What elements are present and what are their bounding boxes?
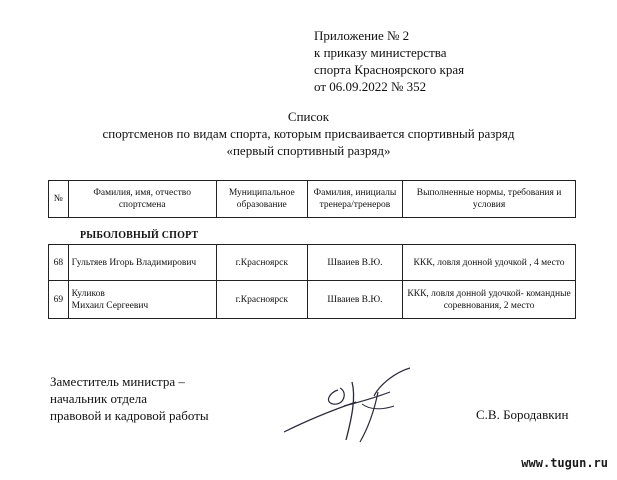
- annex-line: к приказу министерства: [314, 45, 447, 60]
- position-line: правовой и кадровой работы: [50, 408, 209, 423]
- list-title: Список: [287, 109, 330, 124]
- table-header: [48, 180, 576, 218]
- table-row: [49, 281, 576, 319]
- annex-line: от 06.09.2022 № 352: [314, 79, 427, 94]
- row-municipality: г.Красноярск: [216, 281, 307, 319]
- row-coach: Шваиев В.Ю.: [307, 245, 402, 281]
- list-title-block: [0, 108, 617, 159]
- row-num: 69: [49, 281, 69, 319]
- position-block: [50, 373, 209, 424]
- annex-line: Приложение № 2: [314, 28, 410, 43]
- table-row: [49, 245, 576, 281]
- annex-block: [314, 27, 574, 95]
- signer-name: С.В. Бородавкин: [476, 407, 569, 422]
- row-norms: ККК, ловля донной удочкой- командные соревнования, 2 место: [403, 281, 576, 319]
- row-name: Гультяев Игорь Владимирович: [68, 245, 216, 281]
- athletes-table: [48, 244, 576, 319]
- header-norms: Выполненные нормы, требования и условия: [403, 181, 576, 218]
- row-name: Куликов: [71, 288, 105, 299]
- annex-line: спорта Красноярского края: [314, 62, 465, 77]
- header-coach: Фамилия, инициалы тренера/тренеров: [307, 181, 402, 218]
- header-row: [49, 181, 576, 218]
- watermark-link[interactable]: www.tugun.ru: [521, 456, 608, 470]
- header-name: Фамилия, имя, отчество спортсмена: [68, 181, 216, 218]
- list-subtitle-line: «первый спортивный разряд»: [226, 143, 391, 158]
- row-num: 68: [49, 245, 69, 281]
- row-name-cell: [68, 281, 216, 319]
- row-norms: ККК, ловля донной удочкой , 4 место: [403, 245, 576, 281]
- header-num: №: [49, 181, 69, 218]
- row-coach: Шваиев В.Ю.: [307, 281, 402, 319]
- sport-heading: РЫБОЛОВНЫЙ СПОРТ: [80, 230, 199, 241]
- row-name: Михаил Сергеевич: [71, 300, 149, 311]
- list-subtitle-line: спортсменов по видам спорта, которым присваивается спортивный разряд: [102, 126, 515, 141]
- row-municipality: г.Красноярск: [216, 245, 307, 281]
- position-line: начальник отдела: [50, 391, 148, 406]
- position-line: Заместитель министра –: [50, 374, 185, 389]
- header-municipality: Муниципальное образование: [216, 181, 307, 218]
- signature-image: [278, 362, 418, 452]
